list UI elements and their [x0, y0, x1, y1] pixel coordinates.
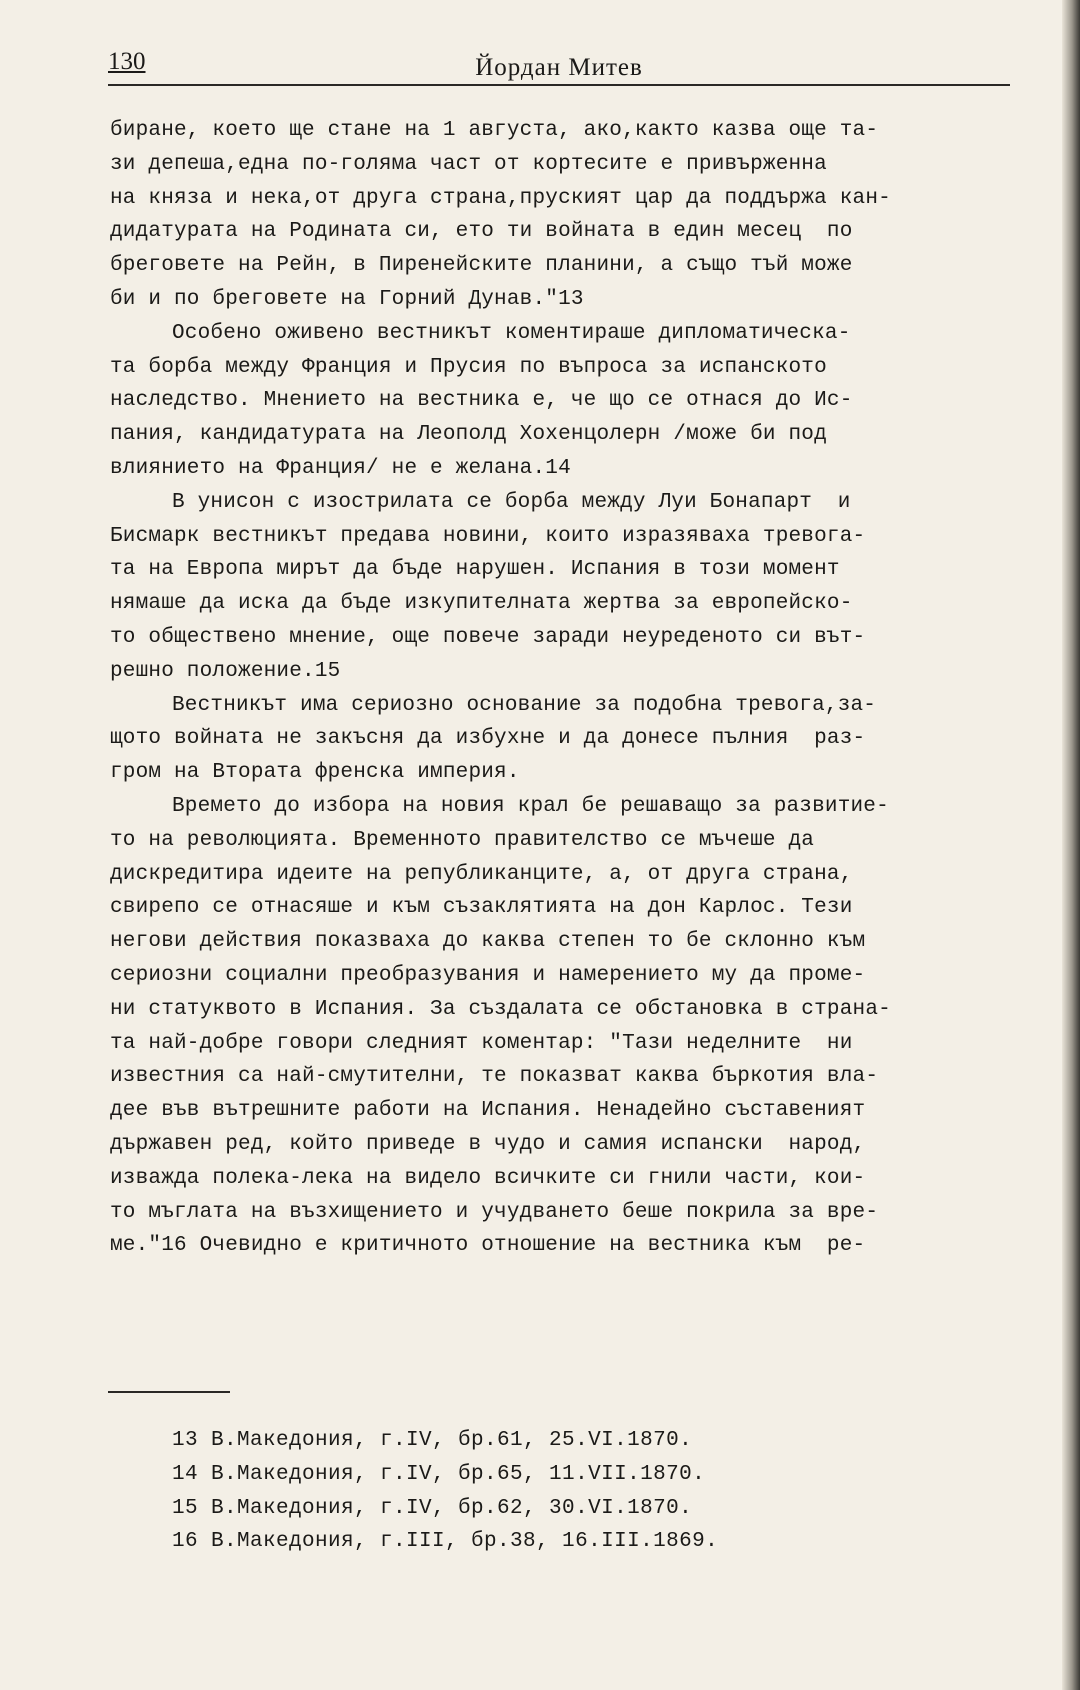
- text-line: изважда полека-лека на видело всичките си гнили части, кои-: [110, 1166, 866, 1190]
- text-line: дидатурата на Родината си, ето ти войната в един месец по: [110, 220, 853, 244]
- running-head: Йордан Митев: [475, 54, 643, 81]
- text-line: сериозни социални преобразувания и намерението му да проме-: [110, 963, 866, 987]
- text-line: то мъглата на възхищението и учудването беше покрила за вре-: [110, 1200, 879, 1224]
- text-line: свирепо се отнасяше и към съзаклятията на дон Карлос. Тези: [110, 896, 853, 920]
- text-line: ме."16 Очевидно е критичното отношение на вестника към ре-: [110, 1234, 866, 1258]
- text-line: Особено оживено вестникът коментираше дипломатическа-: [172, 321, 851, 345]
- text-line: нямаше да иска да бъде изкупителната жертва за европейско-: [110, 592, 853, 616]
- footnote-separator: [108, 1391, 230, 1393]
- text-line: щото войната не закъсня да избухне и да донесе пълния раз-: [110, 727, 866, 751]
- text-line: то обществено мнение, още повече заради неуреденото си вът-: [110, 625, 866, 649]
- text-line: държавен ред, който приведе в чудо и самия испански народ,: [110, 1132, 866, 1156]
- page-edge-shadow: [1062, 0, 1080, 1690]
- text-line: то на революцията. Временното правителство се мъчеше да: [110, 828, 815, 852]
- text-line: известния са най-смутителни, те показват каква бъркотия вла-: [110, 1065, 879, 1089]
- text-line: биране, което ще стане на 1 августа, ако,както казва още та-: [110, 119, 879, 142]
- text-line: дискредитира идеите на републиканците, а, от друга страна,: [110, 862, 853, 886]
- footnote: 16 В.Македония, г.III, бр.38, 16.III.1869.: [172, 1530, 719, 1554]
- text-line: наследство. Мнението на вестника е, че що се отнася до Ис-: [110, 389, 853, 413]
- footnote: 14 В.Македония, г.IV, бр.65, 11.VII.1870.: [172, 1462, 706, 1486]
- text-line: зи депеша,една по-голяма част от кортесите е привърженна: [110, 152, 827, 176]
- text-line: Вестникът има сериозно основание за подобна тревога,за-: [172, 693, 877, 717]
- text-line: негови действия показваха до каква степен то бе склонно към: [110, 930, 866, 954]
- page-number: 130: [108, 48, 146, 75]
- footnote: 13 В.Македония, г.IV, бр.61, 25.VI.1870.: [172, 1429, 693, 1452]
- text-line: решно положение.15: [110, 659, 341, 683]
- text-line: В унисон с изострилата се борба между Луи Бонапарт и: [172, 490, 851, 514]
- text-line: та борба между Франция и Прусия по въпроса за испанското: [110, 355, 827, 379]
- text-line: на княза и нека,от друга страна,пруският цар да поддържа кан-: [110, 186, 891, 210]
- text-line: влиянието на Франция/ не е желана.14: [110, 456, 571, 480]
- text-line: та на Европа мирът да бъде нарушен. Испания в този момент: [110, 558, 840, 582]
- text-line: бреговете на Рейн, в Пиренейските планини, а също тъй може: [110, 254, 853, 278]
- text-line: та най-добре говори следният коментар: "Тази неделните ни: [110, 1031, 853, 1055]
- text-line: ни статуквото в Испания. За създалата се обстановка в страна-: [110, 997, 891, 1021]
- text-line: Бисмарк вестникът предава новини, които изразяваха тревога-: [110, 524, 866, 548]
- text-line: дее във вътрешните работи на Испания. Ненадейно съставеният: [110, 1099, 866, 1123]
- text-line: пания, кандидатурата на Леополд Хохенцолерн /може би под: [110, 423, 827, 447]
- body-text: [110, 114, 1010, 1263]
- text-line: Времето до избора на новия крал бе решаващо за развитие-: [172, 794, 889, 818]
- text-line: би и по бреговете на Горний Дунав."13: [110, 287, 584, 311]
- footnotes: [172, 1424, 992, 1559]
- footnote: 15 В.Македония, г.IV, бр.62, 30.VI.1870.: [172, 1496, 693, 1520]
- page-header: [108, 44, 1010, 86]
- text-line: гром на Втората френска империя.: [110, 761, 520, 785]
